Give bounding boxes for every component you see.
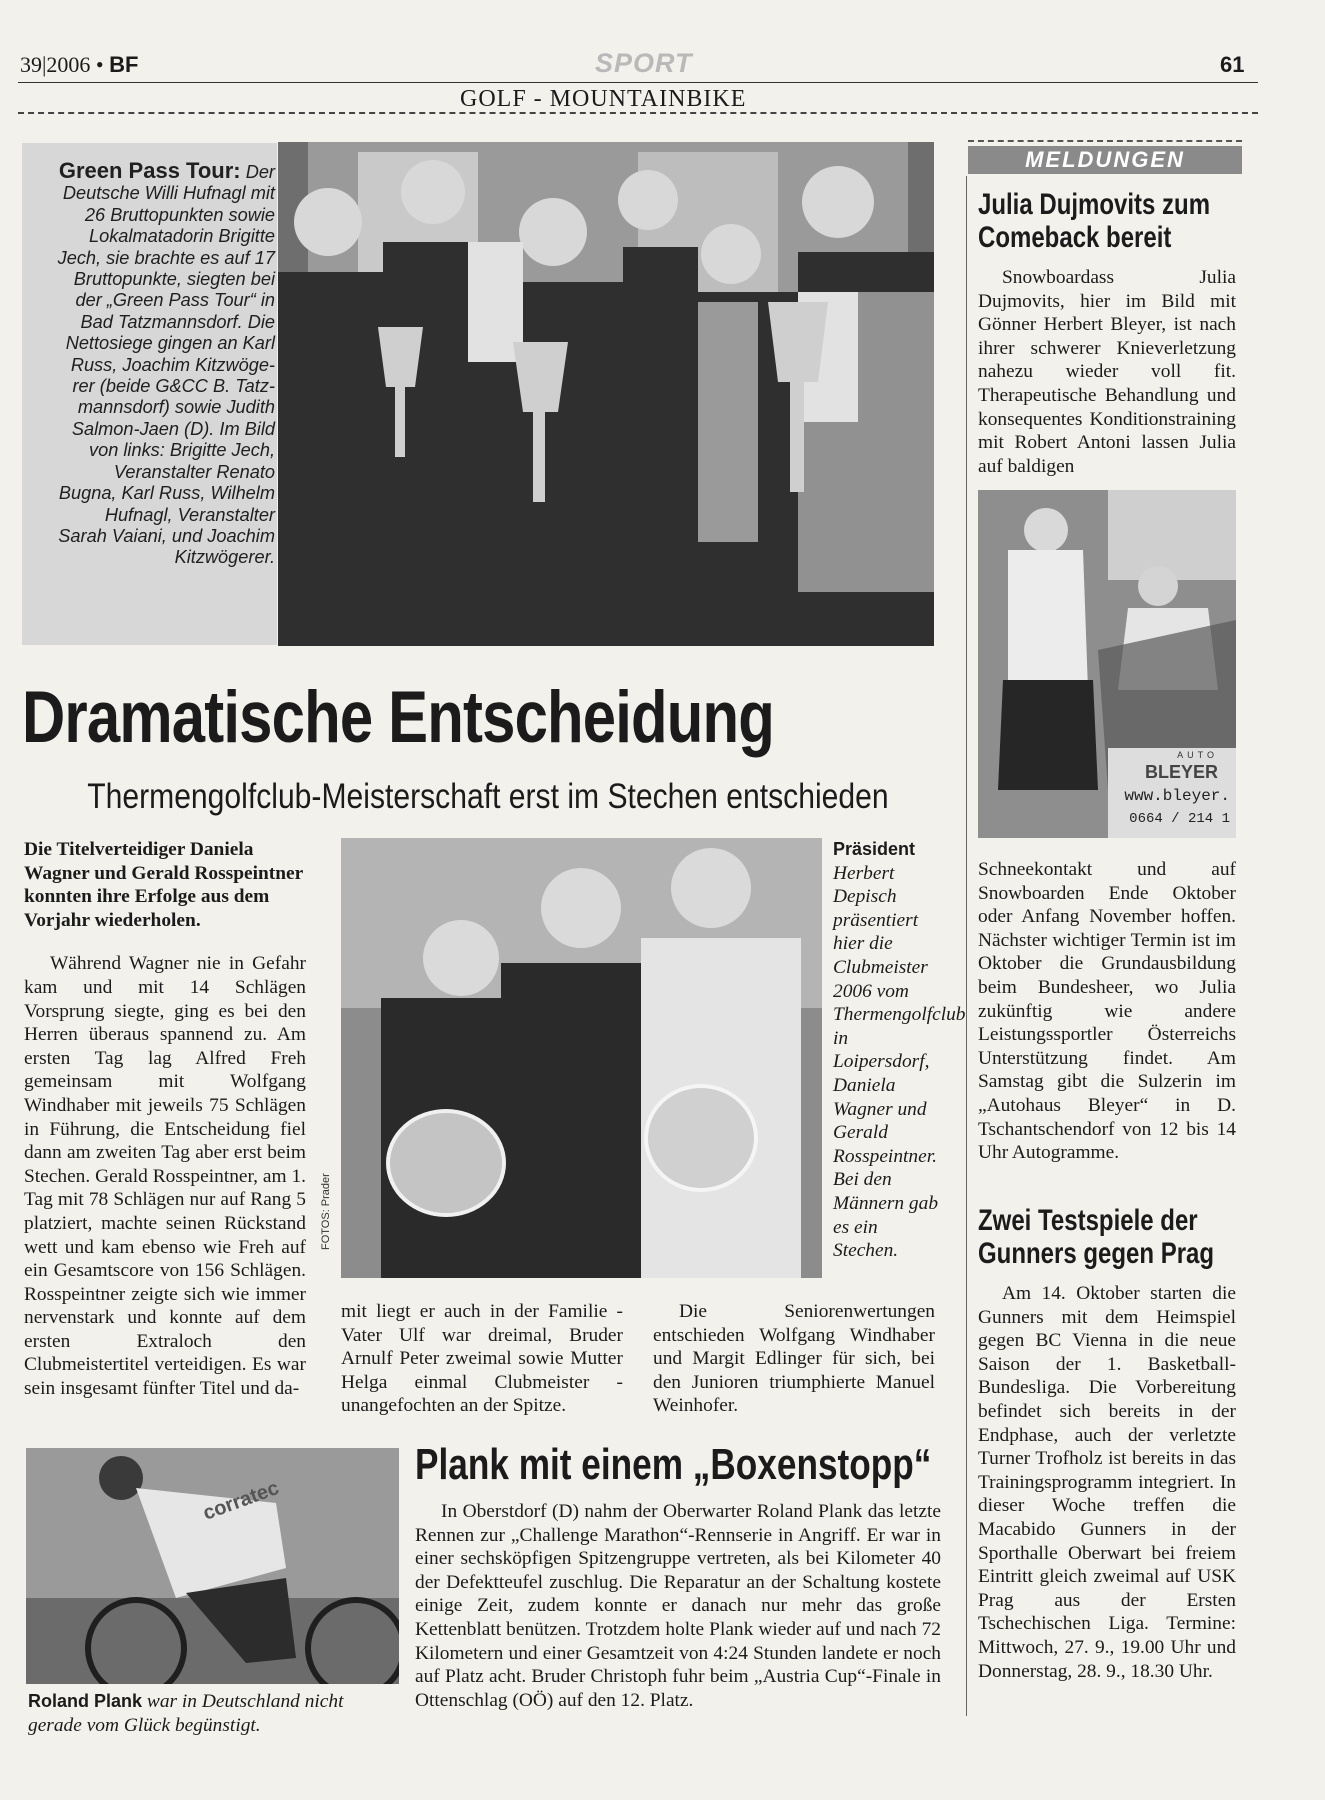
top-caption-line: Jech, sie brachte es auf 17 — [57, 247, 275, 268]
top-caption-line: 26 Bruttopunkten sowie — [84, 204, 275, 225]
photo-credit: FOTOS: Prader — [320, 1173, 332, 1250]
main-body-col1: Während Wagner nie in Gefahr kam und mit 14 Schlägen Vorsprung siegte, ging es bei den Herren überaus spannend zu. Am ersten Tag lag Alfred Freh gemeinsam mit Wolfgang Windhaber mit jeweils 75 Schlägen in Führung, die Entscheidung fiel dann am zweiten Tag aber erst beim Stechen. Gerald Rosspeintner, am 1. Tag mit 78 Schlägen nur auf Rang 5 platziert, machte seinen Rückstand wett und kam ebenso wie Freh auf ein Gesamtscore von 156 Schlägen. Rosspeintner zeigte sich wie immer nervenstark und konnte auf dem ersten Extraloch den Clubmeistertitel verteidigen. Es war sein insgesamt fünfter Titel und da- — [24, 953, 306, 1400]
section-label: SPORT — [595, 48, 693, 78]
sidebar-dashed-rule — [968, 140, 1242, 142]
sign-auto: AUTO — [1177, 750, 1218, 760]
roland-plank-photo — [26, 1448, 399, 1684]
top-caption-line: Russ, Joachim Kitzwöge- — [70, 354, 275, 375]
sign-web: www.bleyer. — [1124, 787, 1230, 805]
top-caption-line: Bruttopunkte, siegten bei — [73, 269, 275, 290]
julia-body-top: Snowboardass Julia Dujmovits, hier im Bild mit Gönner Herbert Bleyer, ist nach ihrer schwerer Knieverletzung nahezu wieder voll fit. Therapeutische Behandlung und konsequentes Konditionstraining mit Robert Antoni lassen Julia auf baldigen — [978, 267, 1236, 477]
plank-body: In Oberstdorf (D) nahm der Oberwarter Roland Plank das letzte Rennen zur „Challenge Marathon“-Rennserie in Angriff. Er war in einer sechsköpfigen Spitzengruppe vertreten, als bei Kilometer 40 der Defektteufel zuschlug. Die Reparatur an der Schaltung kostete einige Zeit, zudem konnte er danach nur mehr das große Kettenblatt benützen. Trotzdem holte Plank wieder auf und nach 72 Kilometern und einer Gesamtzeit von 4:24 Stunden landete er noch auf Platz acht. Bruder Christoph fuhr beim „Austria Cup“-Finale in Ottenschlag (OÖ) auf den 12. Platz. — [415, 1501, 941, 1711]
top-photo-caption — [30, 160, 275, 569]
header-rule — [18, 82, 1258, 83]
top-caption-line: Bugna, Karl Russ, Wilhelm — [58, 483, 275, 504]
main-article-column-1 — [24, 838, 306, 1401]
julia-headline-line: Julia Dujmovits zum — [978, 188, 1211, 221]
header-dashed-rule — [18, 112, 1258, 114]
gunners-headline — [978, 1204, 1214, 1270]
page-number: 61 — [1220, 52, 1245, 77]
julia-body-bottom: Schneekontakt und auf Snowboarden Ende Oktober oder Anfang November hoffen. Nächster wichtiger Termin ist im Oktober die Grundausbildung beim Bundesheer, wo Julia zukünftig wie andere Leistungssportler Österreichs Unterstützung findet. Am Samstag gibt die Sulzerin im „Autohaus Bleyer“ in D. Tschantschendorf von 12 bis 14 Uhr Autogramme. — [978, 859, 1236, 1164]
meldungen-label: MELDUNGEN — [1025, 147, 1185, 172]
plank-caption-text: war in Deutschland nicht gerade vom Glück begünstigt. — [28, 1691, 344, 1736]
group-photo-figures — [278, 142, 934, 646]
top-caption-line: Hufnagl, Veranstalter — [104, 504, 275, 525]
gunners-body: Am 14. Oktober starten die Gunners mit dem Heimspiel gegen BC Vienna in die neue Saison der 1. Basketball-Bundesliga. Die Vorbereitung befindet sich bereits in der Endphase, auch der verletzte Turner Trofholz ist bereits in das Trainingsprogramm integriert. In dieser Woche treffen die Macabido Gunners in der Sporthalle Oberwart bei freiem Eintritt gleich zweimal auf USK Prag aus der Ersten Tschechischen Liga. Termine: Mittwoch, 27. 9., 19.00 Uhr und Donnerstag, 28. 9., 18.30 Uhr. — [978, 1283, 1236, 1682]
top-caption-line: Veranstalter Renato — [113, 461, 275, 482]
julia-headline — [978, 188, 1210, 254]
plank-photo-caption — [28, 1690, 400, 1737]
sidebar-rule — [966, 176, 967, 1716]
top-caption-line: der „Green Pass Tour“ in — [75, 290, 275, 311]
caption-text: Herbert Depisch präsentiert hier die Clubmeister 2006 vom Thermengolfclub in Loipersdorf, Daniela Wagner und Gerald Rosspeintner. Bei den Männern gab es ein Stechen. — [833, 862, 966, 1262]
top-caption-title: Green Pass Tour: — [58, 158, 241, 183]
gunners-headline-line: Zwei Testspiele der — [978, 1204, 1198, 1237]
group-photo-green-pass-tour — [278, 142, 934, 646]
main-body-col2: mit liegt er auch in der Familie - Vater Ulf war dreimal, Bruder Arnulf Peter zweimal sowie Mutter Helga einmal Clubmeister - unangefochten an der Spitze. — [341, 1301, 623, 1417]
brand-label: BF — [109, 52, 139, 77]
plank-caption-name: Roland Plank — [28, 1691, 143, 1711]
caption-title: Präsident — [833, 839, 916, 859]
meldungen-bar — [968, 146, 1242, 174]
top-caption-line: Salmon-Jaen (D). Im Bild — [71, 418, 275, 439]
sign-phone: 0664 / 214 1 — [1129, 811, 1230, 827]
main-headline: Dramatische Entscheidung — [22, 677, 775, 758]
julia-dujmovits-photo — [978, 490, 1236, 838]
top-caption-line: Nettosiege gingen an Karl — [65, 333, 275, 354]
top-caption-line: mannsdorf) sowie Judith — [77, 397, 275, 418]
julia-headline-line: Comeback bereit — [978, 221, 1172, 254]
sign-brand: BLEYER — [1144, 762, 1218, 782]
gunners-headline-line: Gunners gegen Prag — [978, 1237, 1215, 1270]
bike-photo-scene — [26, 1448, 399, 1684]
jersey-text: corratec — [200, 1477, 282, 1525]
clubmeister-photo-caption — [833, 838, 966, 1263]
category-label: GOLF - MOUNTAINBIKE — [460, 86, 747, 112]
clubmeister-photo — [341, 838, 822, 1278]
main-subheadline: Thermengolfclub-Meisterschaft erst im Stechen entschieden — [87, 777, 889, 816]
julia-photo-scene — [978, 490, 1236, 838]
clubmeister-photo-figures — [341, 838, 822, 1278]
main-body-col3: Die Seniorenwertungen entschieden Wolfgang Windhaber und Margit Edlinger für sich, bei den Junioren triumphierte Manuel Weinhofer. — [653, 1301, 935, 1417]
top-caption-line: Der — [245, 162, 275, 182]
top-caption-line: von links: Brigitte Jech, — [89, 440, 275, 461]
top-caption-line: Bad Tatzmannsdorf. Die — [80, 311, 275, 332]
top-caption-line: Kitzwögerer. — [174, 547, 275, 568]
top-caption-line: Deutsche Willi Hufnagl mit — [62, 183, 275, 204]
top-caption-line: Lokalmatadorin Brigitte — [88, 226, 275, 247]
plank-headline: Plank mit einem „Boxenstopp“ — [415, 1440, 932, 1489]
main-lead: Die Titelverteidiger Daniela Wagner und Gerald Rosspeintner konnten ihre Erfolge aus dem Vorjahr wiederholen. — [24, 839, 303, 931]
top-caption-line: rer (beide G&CC B. Tatz- — [72, 376, 275, 397]
top-caption-line: Sarah Vaiani, und Joachim — [58, 525, 275, 546]
issue-label: 39|2006 • BF — [20, 52, 139, 77]
